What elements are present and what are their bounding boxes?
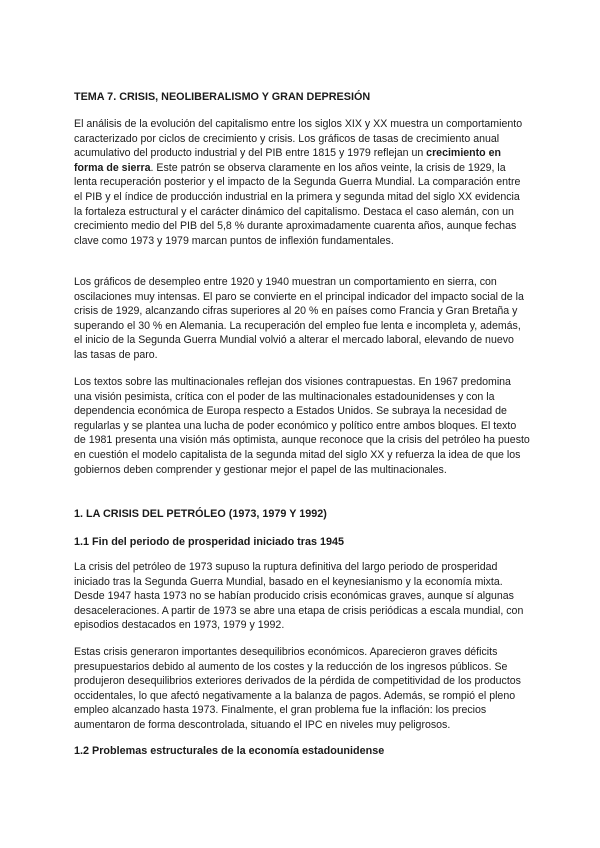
- section-1-1-heading: 1.1 Fin del periodo de prosperidad iniciado tras 1945: [74, 536, 344, 548]
- section-1-2-heading: 1.2 Problemas estructurales de la economía estadounidense: [74, 745, 385, 757]
- intro-p1-part-b: . Este patrón se observa claramente en los años veinte, la crisis de 1929, la lenta recuperación posterior y el impacto de la Segunda Guerra Mundial. La comparación entre el PIB y el índice de producción industrial en la primera y segunda mitad del siglo XX evidencia la fortaleza estructural y el carácter dinámico del capitalismo. Destaca el caso alemán, con un crecimiento medio del PIB del 5,8 % durante aproximadamente cuarenta años, aunque fechas clave como 1973 y 1979 marcan puntos de inflexión fundamentales.: [74, 161, 521, 247]
- intro-p1-part-a: El análisis de la evolución del capitalismo entre los siglos XIX y XX muestra un comportamiento caracterizado por ciclos de crecimiento y crisis. Los gráficos de tasas de crecimiento anual acumulativo del producto industrial y del PIB entre 1815 y 1979 reflejan un: [74, 118, 523, 160]
- section-1-1-paragraph-2: Estas crisis generaron importantes desequilibrios económicos. Aparecieron graves déficits presupuestarios debido al aumento de los costes y la reducción de los ingresos públicos. Se produjeron desequilibrios exteriores derivados de la pérdida de competitividad de los productos occidentales, lo que afectó negativamente a la balanza de pagos. Además, se rompió el pleno empleo alcanzado hasta 1973. Finalmente, el gran problema fue la inflación: los precios aumentaron de forma descontrolada, situando el IPC en niveles muy peligrosos.: [74, 646, 521, 731]
- intro-p1-emphasis: crecimiento en forma de sierra: [74, 147, 501, 174]
- document-title: TEMA 7. CRISIS, NEOLIBERALISMO Y GRAN DEPRESIÓN: [74, 91, 371, 103]
- intro-paragraph-2: Los gráficos de desempleo entre 1920 y 1940 muestran un comportamiento en sierra, con oscilaciones muy intensas. El paro se convierte en el principal indicador del impacto social de la crisis de 1929, alcanzando cifras superiores al 20 % en países como Francia y Gran Bretaña y superando el 30 % en Alemania. La recuperación del empleo fue lenta e incompleta y, además, el inicio de la Segunda Guerra Mundial volvió a alterar el mercado laboral, elevando de nuevo las tasas de paro.: [74, 276, 524, 361]
- intro-paragraph-1: [74, 117, 530, 248]
- intro-paragraph-3: Los textos sobre las multinacionales reflejan dos visiones contrapuestas. En 1967 predomina una visión pesimista, crítica con el poder de las multinacionales estadounidenses y con la dependencia económica de Europa respecto a Estados Unidos. Se subraya la necesidad de regularlas y se plantea una lucha de poder económico y político entre ambos bloques. El texto de 1981 presenta una visión más optimista, aunque reconoce que la crisis del petróleo ha puesto en cuestión el modelo capitalista de la segunda mitad del siglo XX y refuerza la idea de que los gobiernos deben comprender y gestionar mejor el papel de las multinacionales.: [74, 376, 530, 476]
- section-1-1-paragraph-1: La crisis del petróleo de 1973 supuso la ruptura definitiva del largo periodo de prosperidad iniciado tras la Segunda Guerra Mundial, basado en el keynesianismo y la economía mixta. Desde 1947 hasta 1973 no se habían producido crisis económicas graves, aunque sí algunas desaceleraciones. A partir de 1973 se abre una etapa de crisis periódicas a escala mundial, con episodios destacados en 1973, 1979 y 1992.: [74, 561, 524, 632]
- section-1-heading: 1. LA CRISIS DEL PETRÓLEO (1973, 1979 Y 1992): [74, 508, 327, 520]
